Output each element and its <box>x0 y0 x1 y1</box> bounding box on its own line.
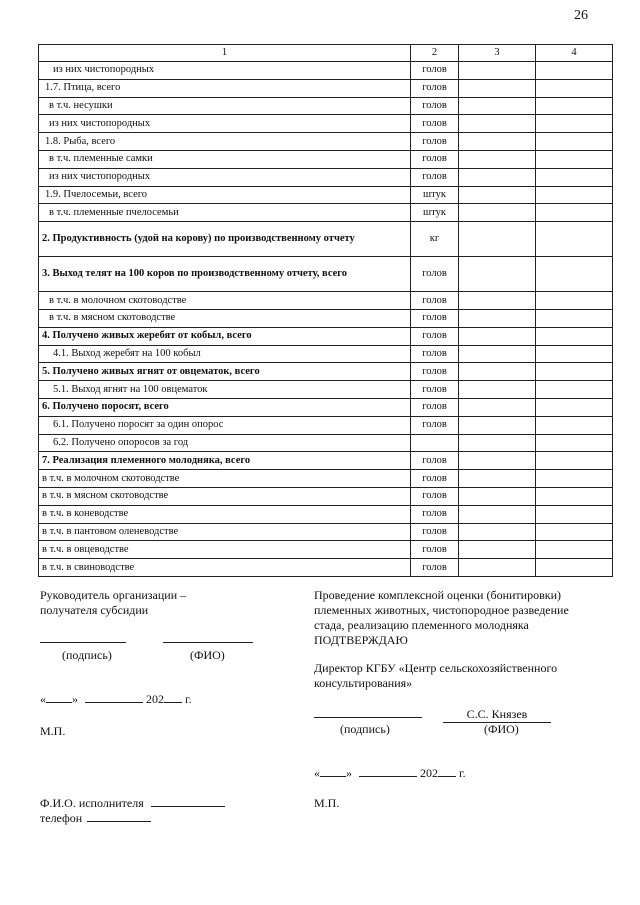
row-unit: голов <box>411 62 459 80</box>
row-label: из них чистопородных <box>39 168 411 186</box>
row-unit: кг <box>411 222 459 257</box>
right-stamp-mp: М.П. <box>314 796 340 810</box>
row-value-col-4[interactable] <box>536 505 613 523</box>
row-value-col-3[interactable] <box>459 505 536 523</box>
table-row <box>39 363 613 381</box>
left-fio-line <box>163 642 253 643</box>
row-value-col-4[interactable] <box>536 204 613 222</box>
row-unit: голов <box>411 452 459 470</box>
table-row <box>39 470 613 488</box>
table-row <box>39 523 613 541</box>
row-unit: голов <box>411 133 459 151</box>
row-unit: голов <box>411 470 459 488</box>
row-value-col-4[interactable] <box>536 487 613 505</box>
header-col-1: 1 <box>39 45 411 62</box>
row-value-col-3[interactable] <box>459 97 536 115</box>
right-date: « » 202 г. <box>314 766 466 780</box>
confirm-line-4: ПОДТВЕРЖДАЮ <box>314 633 408 647</box>
row-label: 6.2. Получено опоросов за год <box>39 434 411 452</box>
header-col-4: 4 <box>536 45 613 62</box>
row-unit: голов <box>411 381 459 399</box>
left-date: « » 202 г. <box>40 692 192 706</box>
row-value-col-4[interactable] <box>536 292 613 310</box>
table-row <box>39 79 613 97</box>
row-unit: голов <box>411 363 459 381</box>
row-value-col-4[interactable] <box>536 168 613 186</box>
table-row <box>39 398 613 416</box>
row-value-col-3[interactable] <box>459 470 536 488</box>
row-value-col-4[interactable] <box>536 133 613 151</box>
row-value-col-4[interactable] <box>536 186 613 204</box>
right-sign-label: (подпись) <box>340 722 390 736</box>
row-value-col-4[interactable] <box>536 434 613 452</box>
row-label: 6. Получено поросят, всего <box>39 398 411 416</box>
row-unit: штук <box>411 186 459 204</box>
confirm-line-3: стада, реализацию племенного молодняка <box>314 618 529 632</box>
table-row <box>39 62 613 80</box>
left-fio-label: (ФИО) <box>190 648 225 662</box>
director-name: С.С. Князев <box>443 707 551 723</box>
row-value-col-4[interactable] <box>536 470 613 488</box>
row-unit: голов <box>411 487 459 505</box>
executor-line: Ф.И.О. исполнителя <box>40 796 225 811</box>
left-sign-lines <box>40 632 253 647</box>
row-label: в т.ч. в коневодстве <box>39 505 411 523</box>
row-value-col-3[interactable] <box>459 487 536 505</box>
table-row <box>39 186 613 204</box>
row-unit: голов <box>411 327 459 345</box>
row-unit: голов <box>411 559 459 577</box>
row-value-col-4[interactable] <box>536 559 613 577</box>
table-header-row <box>39 45 613 62</box>
row-label: из них чистопородных <box>39 115 411 133</box>
row-value-col-4[interactable] <box>536 327 613 345</box>
row-label: 7. Реализация племенного молодняка, всего <box>39 452 411 470</box>
confirm-line-1: Проведение комплексной оценки (бонитировки) <box>314 588 562 602</box>
row-value-col-3[interactable] <box>459 133 536 151</box>
confirmation-block <box>314 588 569 648</box>
row-label: 6.1. Получено поросят за один опорос <box>39 416 411 434</box>
row-label: в т.ч. в свиноводстве <box>39 559 411 577</box>
head-title-line2: получателя субсидии <box>40 603 149 617</box>
row-value-col-3[interactable] <box>459 541 536 559</box>
row-unit: голов <box>411 115 459 133</box>
row-value-col-3[interactable] <box>459 452 536 470</box>
row-value-col-3[interactable] <box>459 416 536 434</box>
table-row <box>39 452 613 470</box>
row-label: 5.1. Выход ягнят на 100 овцематок <box>39 381 411 399</box>
row-value-col-3[interactable] <box>459 381 536 399</box>
row-value-col-3[interactable] <box>459 345 536 363</box>
row-value-col-4[interactable] <box>536 79 613 97</box>
row-label: 3. Выход телят на 100 коров по производственному отчету, всего <box>39 257 411 292</box>
table-row <box>39 559 613 577</box>
left-signature-line <box>40 642 126 643</box>
table-row <box>39 327 613 345</box>
row-unit: штук <box>411 204 459 222</box>
table-row <box>39 150 613 168</box>
row-unit: голов <box>411 505 459 523</box>
row-value-col-4[interactable] <box>536 523 613 541</box>
row-label: 5. Получено живых ягнят от овцематок, всего <box>39 363 411 381</box>
row-unit: голов <box>411 309 459 327</box>
row-value-col-4[interactable] <box>536 345 613 363</box>
director-block <box>314 661 557 691</box>
page-number: 26 <box>574 8 588 23</box>
left-stamp-mp: М.П. <box>40 724 66 738</box>
row-unit: голов <box>411 150 459 168</box>
row-label: 1.7. Птица, всего <box>39 79 411 97</box>
row-value-col-3[interactable] <box>459 62 536 80</box>
right-signature-line <box>314 717 422 718</box>
director-line-1: Директор КГБУ «Центр сельскохозяйственного <box>314 661 558 675</box>
row-label: 1.8. Рыба, всего <box>39 133 411 151</box>
row-value-col-3[interactable] <box>459 186 536 204</box>
row-value-col-3[interactable] <box>459 79 536 97</box>
table-row <box>39 115 613 133</box>
row-label: в т.ч. в молочном скотоводстве <box>39 470 411 488</box>
row-label: 4. Получено живых жеребят от кобыл, всего <box>39 327 411 345</box>
row-unit: голов <box>411 79 459 97</box>
row-value-col-4[interactable] <box>536 398 613 416</box>
row-value-col-4[interactable] <box>536 150 613 168</box>
row-value-col-4[interactable] <box>536 97 613 115</box>
table-row <box>39 416 613 434</box>
right-sign-lines <box>314 707 551 723</box>
row-value-col-3[interactable] <box>459 222 536 257</box>
row-value-col-3[interactable] <box>459 257 536 292</box>
phone-line: телефон <box>40 811 151 826</box>
row-label: в т.ч. в мясном скотоводстве <box>39 487 411 505</box>
livestock-table <box>38 44 613 577</box>
table-row <box>39 222 613 257</box>
header-col-3: 3 <box>459 45 536 62</box>
row-value-col-3[interactable] <box>459 309 536 327</box>
head-title-line1: Руководитель организации – <box>40 588 187 602</box>
row-value-col-3[interactable] <box>459 115 536 133</box>
row-value-col-4[interactable] <box>536 363 613 381</box>
header-col-2: 2 <box>411 45 459 62</box>
row-unit: голов <box>411 416 459 434</box>
row-label: в т.ч. племенные самки <box>39 150 411 168</box>
row-label: в т.ч. в мясном скотоводстве <box>39 309 411 327</box>
row-value-col-3[interactable] <box>459 523 536 541</box>
row-label: 4.1. Выход жеребят на 100 кобыл <box>39 345 411 363</box>
row-label: 2. Продуктивность (удой на корову) по производственному отчету <box>39 222 411 257</box>
row-value-col-3[interactable] <box>459 204 536 222</box>
row-value-col-4[interactable] <box>536 222 613 257</box>
row-value-col-3[interactable] <box>459 150 536 168</box>
row-unit: голов <box>411 398 459 416</box>
row-value-col-4[interactable] <box>536 309 613 327</box>
row-value-col-4[interactable] <box>536 452 613 470</box>
row-value-col-4[interactable] <box>536 115 613 133</box>
head-of-org-block <box>40 588 186 618</box>
row-label: в т.ч. в овцеводстве <box>39 541 411 559</box>
row-unit <box>411 434 459 452</box>
table-row <box>39 97 613 115</box>
row-value-col-3[interactable] <box>459 434 536 452</box>
row-value-col-3[interactable] <box>459 292 536 310</box>
table-row <box>39 309 613 327</box>
confirm-line-2: племенных животных, чистопородное разведение <box>314 603 569 617</box>
director-line-2: консультирования» <box>314 676 413 690</box>
row-label: в т.ч. в пантовом оленеводстве <box>39 523 411 541</box>
row-value-col-4[interactable] <box>536 257 613 292</box>
table-row <box>39 204 613 222</box>
table-row <box>39 257 613 292</box>
table-row <box>39 133 613 151</box>
row-value-col-4[interactable] <box>536 381 613 399</box>
row-label: в т.ч. племенные пчелосемьи <box>39 204 411 222</box>
row-unit: голов <box>411 541 459 559</box>
row-unit: голов <box>411 97 459 115</box>
table-row <box>39 434 613 452</box>
left-sign-label: (подпись) <box>62 648 112 662</box>
row-unit: голов <box>411 257 459 292</box>
table-row <box>39 505 613 523</box>
table-row <box>39 541 613 559</box>
row-label: 1.9. Пчелосемьи, всего <box>39 186 411 204</box>
row-unit: голов <box>411 523 459 541</box>
table-row <box>39 381 613 399</box>
row-value-col-3[interactable] <box>459 327 536 345</box>
row-value-col-3[interactable] <box>459 363 536 381</box>
row-unit: голов <box>411 292 459 310</box>
row-value-col-4[interactable] <box>536 541 613 559</box>
row-value-col-3[interactable] <box>459 168 536 186</box>
row-value-col-4[interactable] <box>536 62 613 80</box>
row-label: в т.ч. несушки <box>39 97 411 115</box>
row-value-col-4[interactable] <box>536 416 613 434</box>
table-row <box>39 345 613 363</box>
table-row <box>39 487 613 505</box>
row-value-col-3[interactable] <box>459 559 536 577</box>
row-unit: голов <box>411 168 459 186</box>
table-row <box>39 168 613 186</box>
row-unit: голов <box>411 345 459 363</box>
table-row <box>39 292 613 310</box>
row-value-col-3[interactable] <box>459 398 536 416</box>
right-fio-label: (ФИО) <box>484 722 519 736</box>
row-label: в т.ч. в молочном скотоводстве <box>39 292 411 310</box>
row-label: из них чистопородных <box>39 62 411 80</box>
